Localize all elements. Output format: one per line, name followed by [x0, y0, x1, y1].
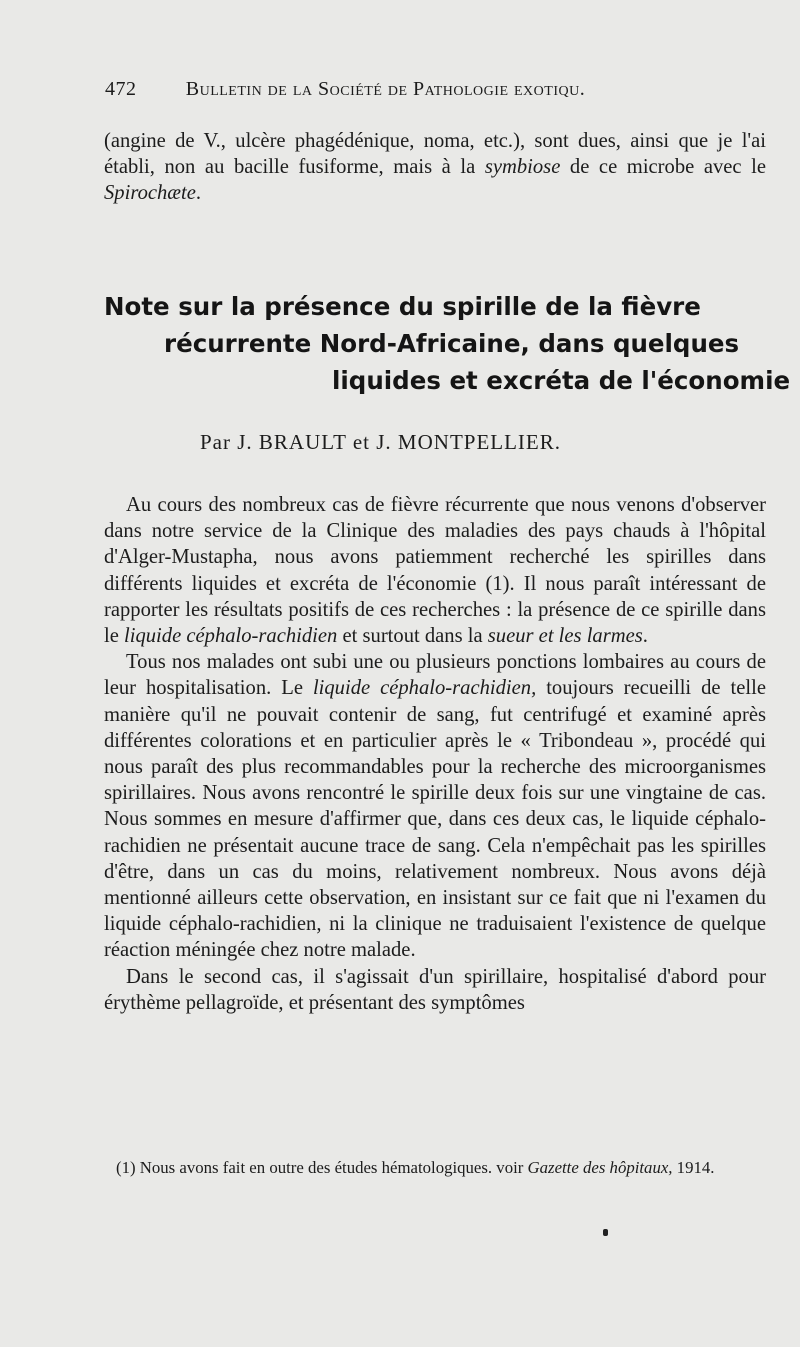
- footnote-text-1: Nous avons fait en outre des études hématologiques. voir: [139, 1158, 528, 1177]
- intro-text-3: .: [195, 182, 202, 205]
- paragraph-1-text-1: Au cours des nombreux cas de fièvre récurrente que nous venons d'observer dans notre service de la Clinique des maladies des pays chauds à l'hôpital d'Alger-Mustapha, nous avons patiemment recherché les spirilles dans différents liquides et excréta de l'économie (1). Il nous paraît intéressant de rapporter les résultats positifs de ces recherches : la présence de ce spirille dans le: [104, 494, 766, 648]
- intro-paragraph: [104, 128, 766, 207]
- paragraph-1-italic-1: liquide céphalo-rachidien: [124, 625, 338, 648]
- running-title: Bulletin de la Société de Pathologie exotiqu.: [185, 78, 586, 100]
- article-title-line-2: récurrente Nord-Africaine, dans quelques: [164, 329, 740, 358]
- article-title-line-1: Note sur la présence du spirille de la fièvre: [104, 292, 701, 321]
- article-title-line-3: liquides et excréta de l'économie: [332, 366, 791, 395]
- footnote-italic-1: Gazette des hôpitaux,: [527, 1158, 673, 1177]
- intro-text-2: de ce microbe avec le: [560, 156, 767, 179]
- intro-text-1: (angine de V., ulcère phagédénique, noma, etc.), sont dues, ainsi que je l'ai établi, non au bacille fusiforme, mais à la: [104, 130, 766, 179]
- footnote-marker: (1): [116, 1158, 136, 1177]
- paragraph-1-text-3: .: [642, 625, 648, 648]
- ink-spot: [603, 1229, 608, 1236]
- article-byline: Par J. BRAULT et J. MONTPELLIER.: [200, 430, 562, 454]
- paragraph-3: Dans le second cas, il s'agissait d'un spirillaire, hospitalisé d'abord pour érythème pellagroïde, et présentant des symptômes: [104, 965, 766, 1014]
- paragraph-2-text-1: Tous nos malades ont subi une ou plusieurs ponctions lombaires au cours de leur hospitalisation. Le: [104, 651, 766, 700]
- paragraph-2: [104, 649, 766, 963]
- paragraph-2-text-2: toujours recueilli de telle manière qu'il ne pouvait contenir de sang, fut centrifugé et examiné après différentes colorations et en particulier après le « Tribondeau », procédé qui nous paraît des plus recommandables pour la recherche des microorganismes spirillaires. Nous avons rencontré le spirille deux fois sur une vingtaine de cas. Nous sommes en mesure d'affirmer que, dans ces deux cas, le liquide céphalo-rachidien ne présentait aucune trace de sang. Cela n'empêchait pas les spirilles d'être, dans un cas du moins, relativement nombreux. Nous avons déjà mentionné ailleurs cette observation, en insistant sur ce fait que ni l'examen du liquide céphalo-rachidien, ni la clinique ne traduisaient l'existence de quelque réaction méningée chez notre malade.: [104, 677, 766, 962]
- paragraph-2-italic-1: liquide céphalo-rachidien,: [312, 677, 537, 700]
- intro-italic-1: symbiose: [484, 156, 561, 179]
- intro-italic-2: Spirochæte: [104, 182, 196, 205]
- footnote: [104, 1157, 766, 1179]
- article-title: [104, 288, 791, 399]
- page-header: [105, 78, 785, 101]
- paragraph-1-italic-2: sueur et les larmes: [487, 625, 643, 648]
- footnote-text-2: 1914.: [672, 1158, 715, 1177]
- paragraph-1: [104, 492, 766, 649]
- page-number: 472: [105, 78, 137, 100]
- body-text: [104, 492, 766, 1016]
- paragraph-1-text-2: et surtout dans la: [337, 625, 488, 648]
